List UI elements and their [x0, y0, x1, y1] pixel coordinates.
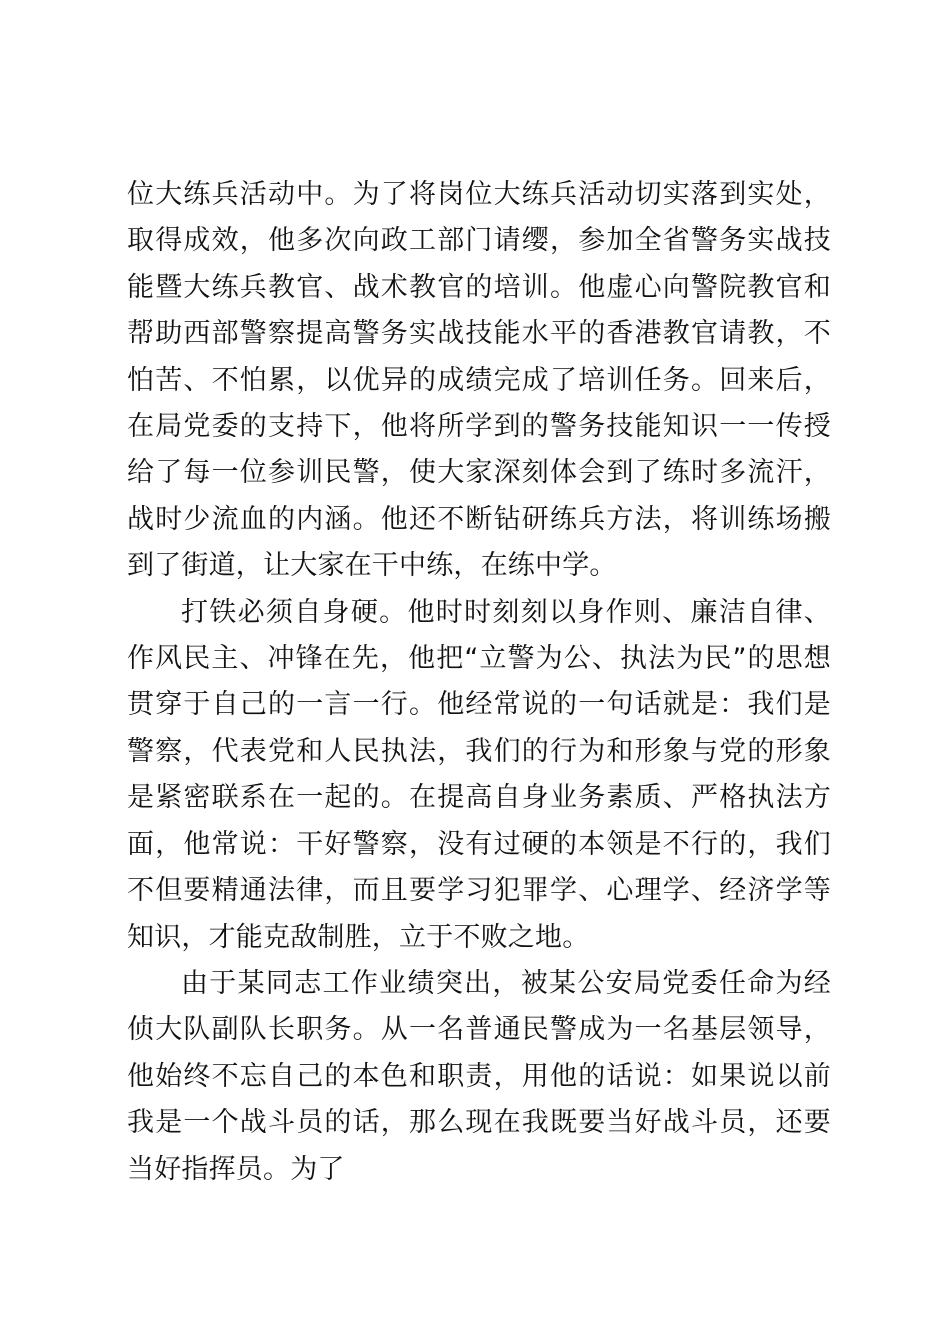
document-page	[127, 172, 831, 1193]
paragraph-1: 位大练兵活动中。为了将岗位大练兵活动切实落到实处，取得成效，他多次向政工部门请缨，参加全省警务实战技能暨大练兵教官、战术教官的培训。他虚心向警院教官和帮助西部警察提高警务实战技能水平的香港教官请教，不怕苦、不怕累，以优异的成绩完成了培训任务。回来后，在局党委的支持下，他将所学到的警务技能知识一一传授给了每一位参训民警，使大家深刻体会到了练时多流汗，战时少流血的内涵。他还不断钻研练兵方法，将训练场搬到了街道，让大家在干中练，在练中学。	[127, 179, 831, 582]
paragraph-3: 由于某同志工作业绩突出，被某公安局党委任命为经侦大队副队长职务。从一名普通民警成为一名基层领导，他始终不忘自己的本色和职责，用他的话说：如果说以前我是一个战斗员的话，那么现在我既要当好战斗员，还要当好指挥员。为了	[127, 967, 831, 1185]
paragraph-2: 打铁必须自身硬。他时时刻刻以身作则、廉洁自律、作风民主、冲锋在先，他把“立警为公、执法为民”的思想贯穿于自己的一言一行。他经常说的一句话就是：我们是警察，代表党和人民执法，我们的行为和形象与党的形象是紧密联系在一起的。在提高自身业务素质、严格执法方面，他常说：干好警察，没有过硬的本领是不行的，我们不但要精通法律，而且要学习犯罪学、心理学、经济学等知识，才能克敌制胜，立于不败之地。	[127, 596, 831, 953]
